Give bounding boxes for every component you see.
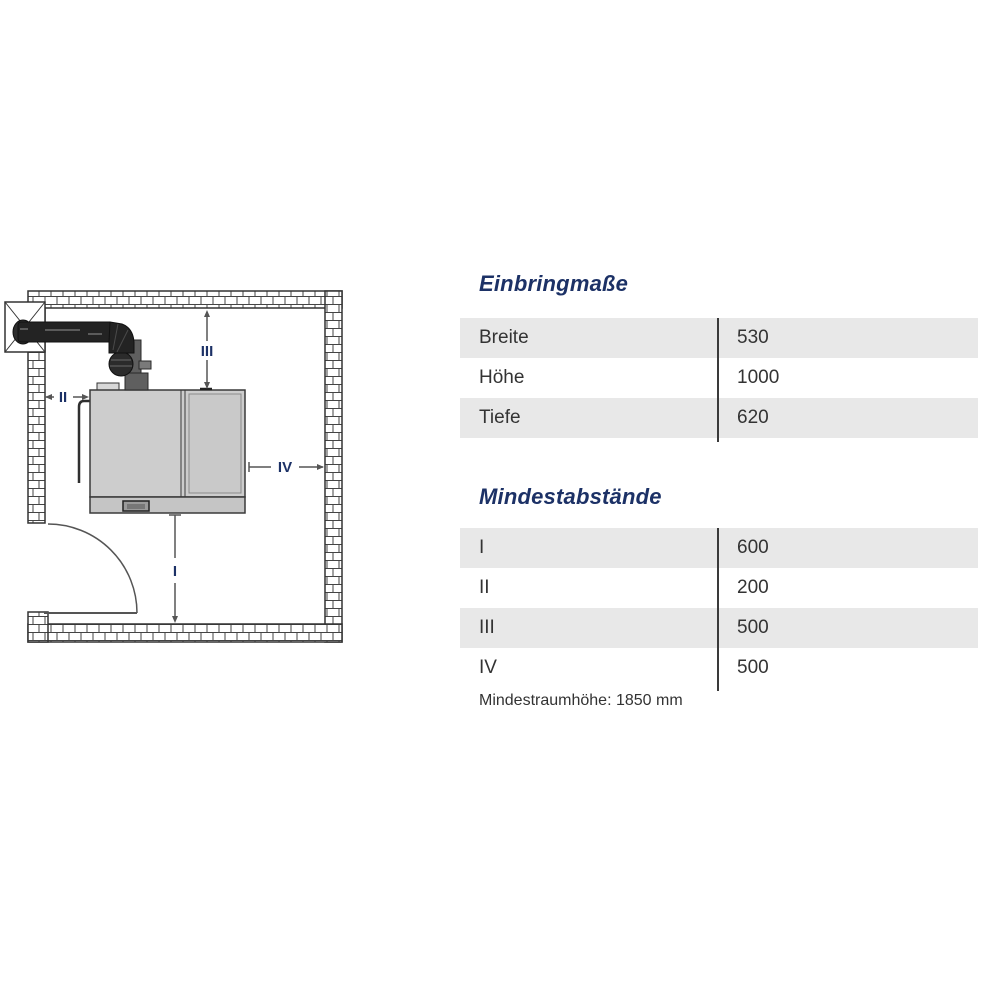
table-row — [460, 358, 978, 398]
dim-label-III: III — [200, 343, 214, 360]
table-row — [460, 648, 978, 688]
table-column-divider — [717, 528, 719, 691]
wall-right — [325, 291, 342, 642]
section-title-einbringmasse: Einbringmaße — [479, 271, 629, 296]
row-value: 1000 — [737, 367, 780, 388]
dimension-IV — [249, 459, 324, 476]
wall-bottom — [28, 624, 342, 642]
boiler-unit — [79, 383, 245, 513]
row-label: III — [479, 617, 495, 638]
row-value: 500 — [737, 617, 769, 638]
boiler-side-pipe — [79, 401, 91, 483]
door-swing-arc — [48, 524, 137, 613]
flue-elbow-drum — [109, 352, 133, 376]
dim-label-I: I — [172, 563, 178, 580]
einbringmasse-table — [460, 318, 978, 438]
flue-elbow-bend — [109, 322, 134, 353]
table-row — [460, 528, 978, 568]
row-label: Breite — [479, 327, 529, 348]
wall-top — [28, 291, 342, 308]
row-label: Höhe — [479, 367, 525, 388]
dim-label-IV: IV — [277, 459, 293, 476]
table-row — [460, 608, 978, 648]
table-row — [460, 568, 978, 608]
dimension-III — [201, 310, 214, 389]
row-label: Tiefe — [479, 407, 521, 428]
table-row — [460, 398, 978, 438]
row-value: 500 — [737, 657, 769, 678]
row-label: II — [479, 577, 490, 598]
section-title-mindestabstaende: Mindestabstände — [479, 484, 662, 509]
wall-door-jamb — [28, 612, 48, 642]
dimension-I — [169, 515, 181, 623]
table-column-divider — [717, 318, 719, 442]
dim-label-II: II — [58, 389, 68, 406]
min-room-height-note: Mindestraumhöhe: 1850 mm — [479, 692, 683, 709]
boiler-right-panel — [189, 394, 241, 493]
row-value: 200 — [737, 577, 769, 598]
table-row — [460, 318, 978, 358]
flue-horizontal-run — [18, 322, 112, 342]
dimension-II — [45, 389, 89, 406]
row-value: 600 — [737, 537, 769, 558]
row-value: 530 — [737, 327, 769, 348]
door — [44, 524, 137, 613]
mindestabstaende-table — [460, 528, 978, 688]
boiler-base — [90, 497, 245, 513]
row-value: 620 — [737, 407, 769, 428]
installation-room-diagram — [0, 270, 360, 660]
row-label: I — [479, 537, 485, 558]
row-label: IV — [479, 657, 497, 678]
